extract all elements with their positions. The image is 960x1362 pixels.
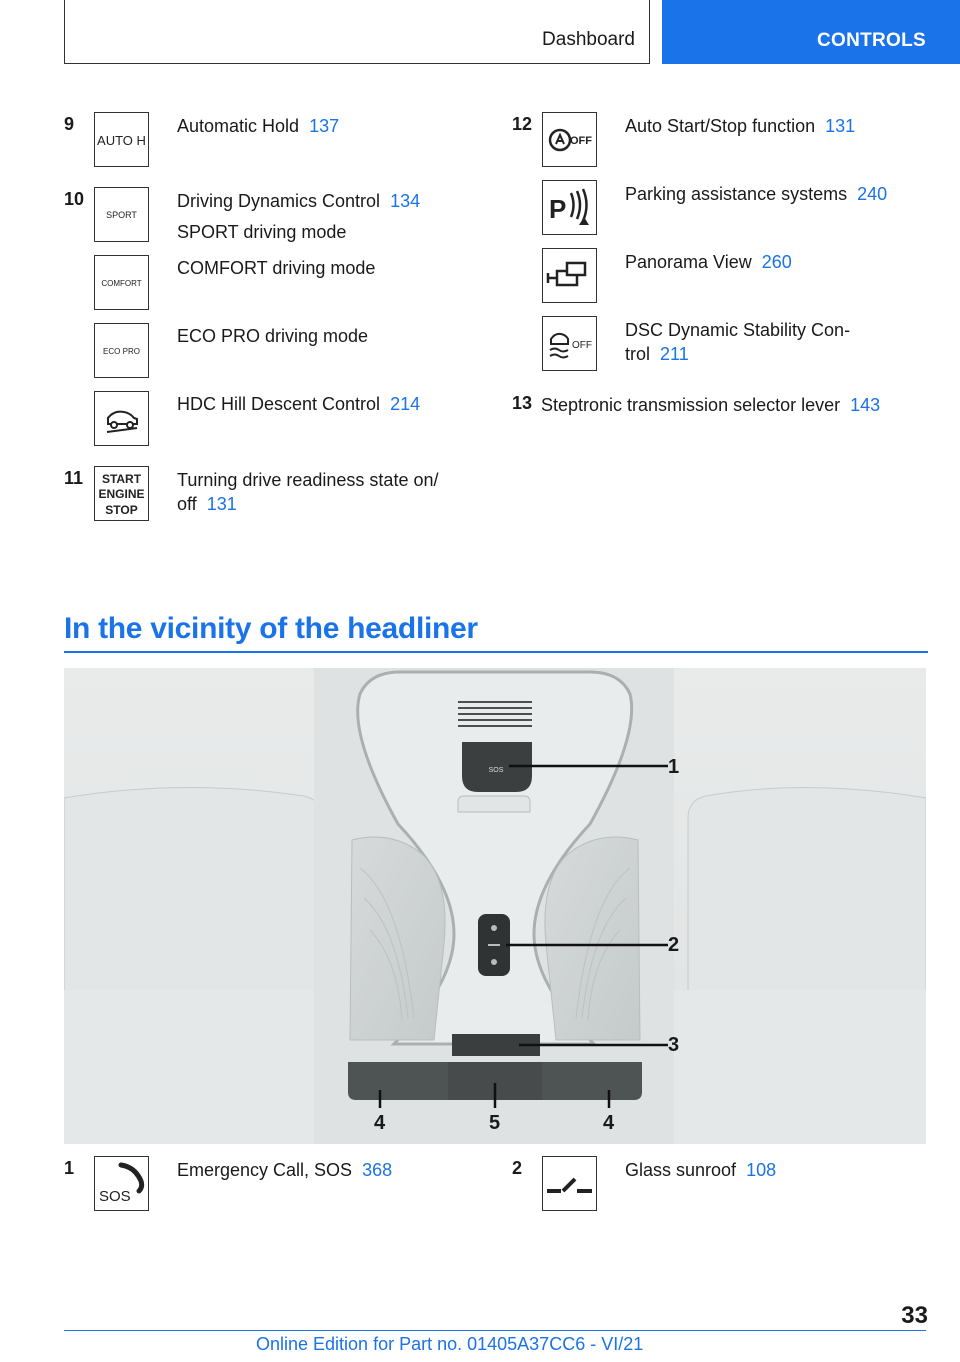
page-ref-link[interactable]: 211 [660,344,689,364]
svg-text:STOP: STOP [105,503,138,517]
glass-sunroof-icon [542,1156,597,1211]
entry-text: Auto Start/Stop function 131 [625,116,856,136]
page-ref-link[interactable]: 240 [857,184,888,204]
page-ref-link[interactable]: 137 [309,116,340,136]
entry-text: Parking assistance systems 240 [625,184,888,204]
sos-icon [94,1156,149,1211]
entry-number: 12 [512,114,533,134]
section-title-rule [64,651,928,653]
svg-text:ENGINE: ENGINE [98,487,145,501]
eco-pro-icon [94,323,149,378]
entry-text: Driving Dynamics Control 134 SPORT driving mode [177,191,421,242]
entry-number: 10 [64,189,85,209]
svg-text:OFF: OFF [572,340,592,351]
svg-text:ECO PRO: ECO PRO [103,347,140,356]
dsc-off-icon [542,316,597,371]
page-ref-link[interactable]: 260 [761,252,792,272]
auto-hold-icon [94,112,149,167]
header-section: Dashboard [542,29,635,50]
section-title: In the vicinity of the headliner [64,612,478,645]
page-ref-link[interactable]: 131 [206,494,237,514]
entry-number: 2 [512,1158,523,1178]
entry-text: DSC Dynamic Stability Con- trol 211 [625,320,851,364]
page-ref-link[interactable]: 131 [825,116,856,136]
footer-rule [64,1330,926,1331]
callout-3: 3 [668,1034,680,1056]
svg-text:SOS: SOS [99,1188,131,1205]
entry-number: 9 [64,114,75,134]
hill-descent-icon [94,391,149,446]
page-ref-link[interactable]: 143 [850,395,881,415]
callout-2: 2 [668,934,680,956]
panorama-view-icon [542,248,597,303]
svg-text:SPORT: SPORT [106,210,137,220]
headliner-illustration [64,668,926,1144]
headliner-photo [64,668,926,1144]
entry-text: Panorama View 260 [625,252,792,272]
entry-number: 13 [512,393,533,413]
page-number: 33 [901,1302,928,1329]
entry-text: COMFORT driving mode [177,258,376,278]
entry-number: 11 [64,468,84,488]
entry-text: Turning drive readiness state on/ off 131 [177,470,439,514]
svg-text:P: P [549,194,567,224]
parking-assist-icon [542,180,597,235]
page-ref-link[interactable]: 134 [390,191,421,211]
callout-1: 1 [668,756,680,778]
page-ref-link[interactable]: 368 [362,1160,393,1180]
header-chapter-box [662,0,960,64]
comfort-icon [94,255,149,310]
header-chapter: CONTROLS [816,30,926,51]
entry-text: Glass sunroof 108 [625,1160,777,1180]
entry-text: ECO PRO driving mode [177,326,369,346]
callout-4-left: 4 [374,1112,386,1134]
page-ref-link[interactable]: 214 [390,394,421,414]
callout-5: 5 [489,1112,501,1134]
svg-text:START: START [101,472,142,486]
entry-text: Emergency Call, SOS 368 [177,1160,393,1180]
entry-text: Steptronic transmission selector lever 143 [541,395,881,415]
svg-text:SOS: SOS [488,767,504,774]
auto-start-stop-icon [542,112,597,167]
svg-text:AUTO H: AUTO H [97,133,146,148]
svg-text:COMFORT: COMFORT [101,279,142,288]
entry-text: Automatic Hold 137 [177,116,340,136]
start-engine-stop-icon [94,466,149,521]
entry-number: 1 [64,1158,75,1178]
callout-4-right: 4 [603,1112,615,1134]
sport-icon [94,187,149,242]
header-section-box [64,0,650,64]
entry-text: HDC Hill Descent Control 214 [177,394,421,414]
page-ref-link[interactable]: 108 [746,1160,777,1180]
svg-text:OFF: OFF [570,135,592,147]
footer-text: Online Edition for Part no. 01405A37CC6 - VI/21 [256,1334,644,1354]
